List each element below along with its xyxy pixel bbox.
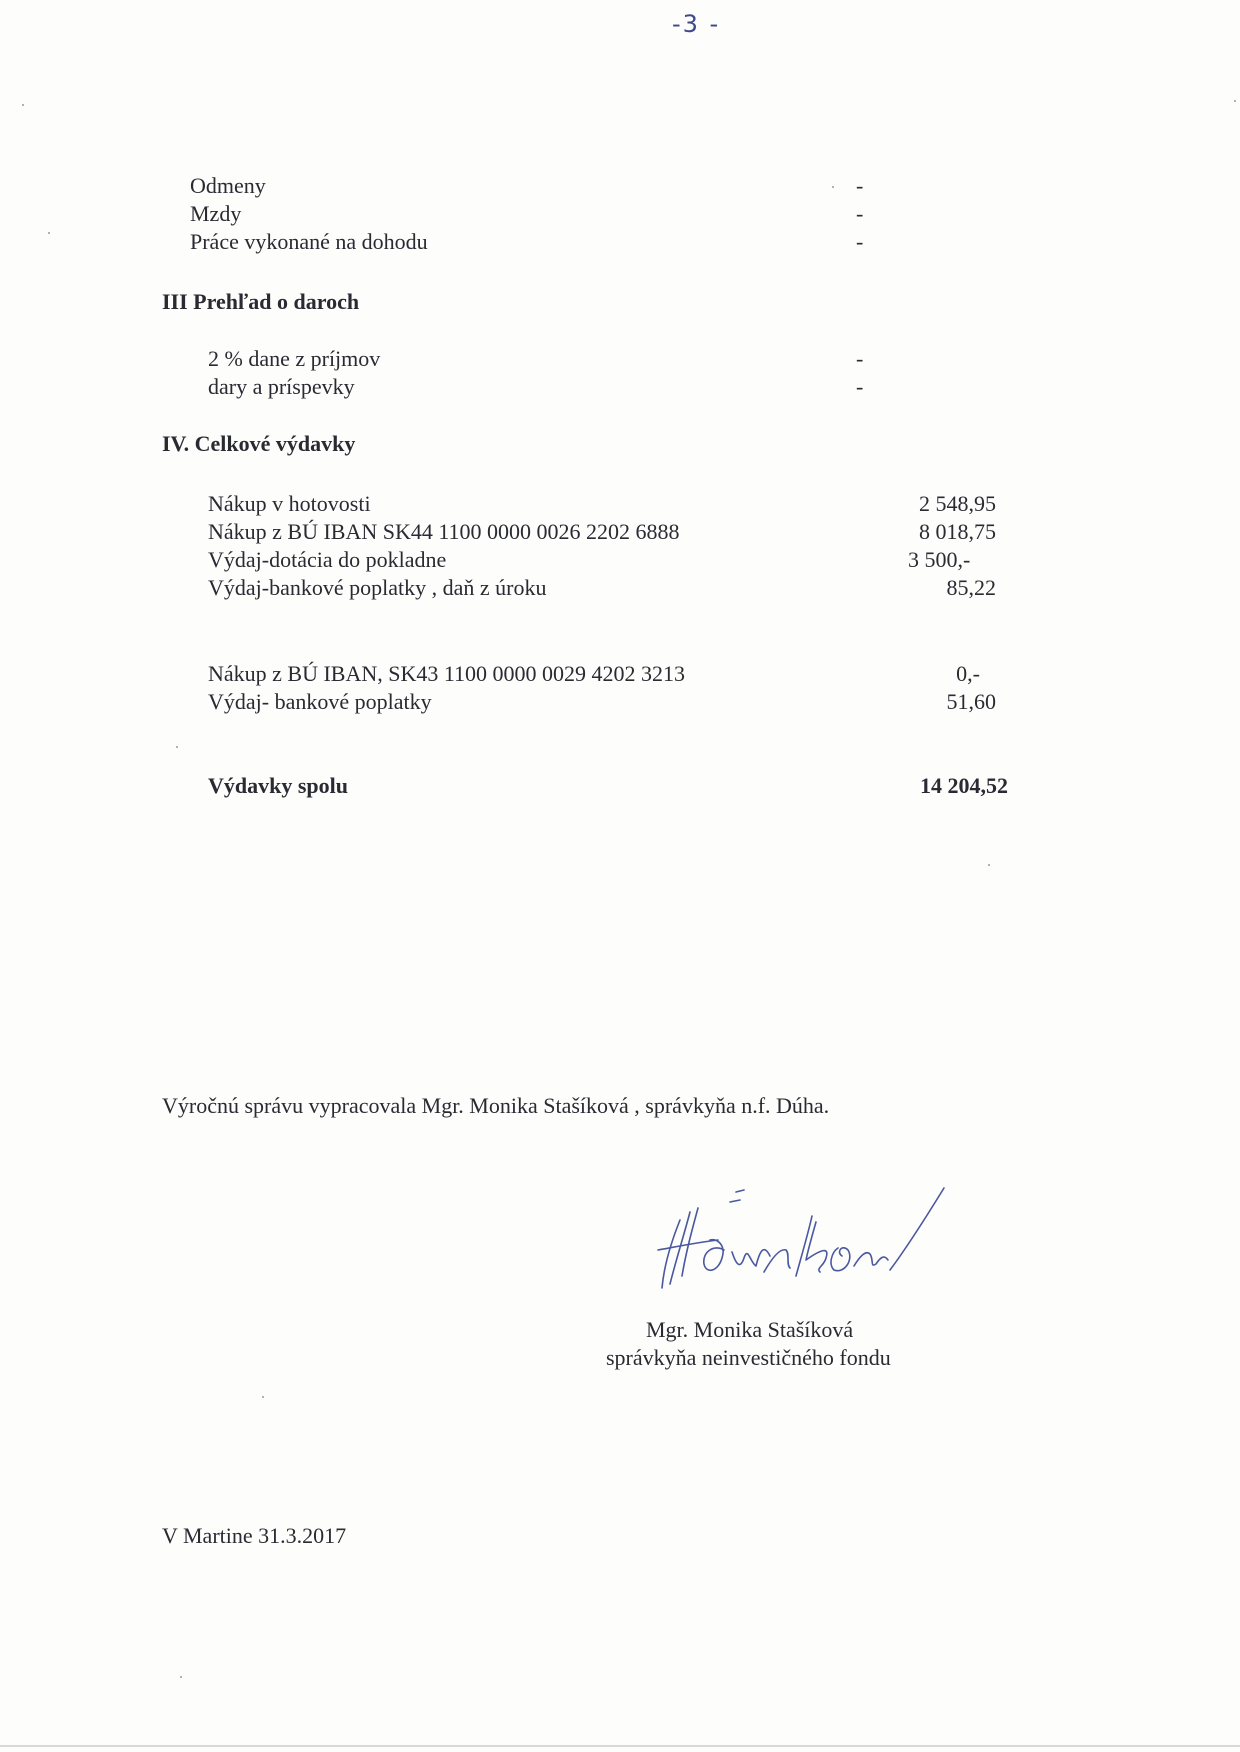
total-value: 14 204,52 xyxy=(920,773,1008,798)
expense-value-subsidy: 3 500,- xyxy=(908,547,971,572)
expense-label-bank-1: Nákup z BÚ IBAN SK44 1100 0000 0026 2202 6888 xyxy=(208,519,680,544)
scan-speck xyxy=(832,186,834,188)
scan-speck xyxy=(180,1676,182,1678)
gift-value-tax: - xyxy=(856,346,864,371)
scan-speck xyxy=(988,864,990,866)
expense-value-fees-2: 51,60 xyxy=(946,689,996,714)
salary-value-odmeny: - xyxy=(856,173,864,198)
signatory-role: správkyňa neinvestičného fondu xyxy=(606,1345,891,1370)
gift-label-donations: dary a príspevky xyxy=(208,374,355,399)
scan-speck xyxy=(22,104,24,106)
expense-value-fees: 85,22 xyxy=(946,575,996,600)
expense-label-cash: Nákup v hotovosti xyxy=(208,491,371,516)
signatory-name: Mgr. Monika Stašíková xyxy=(646,1317,854,1342)
place-date: V Martine 31.3.2017 xyxy=(162,1523,347,1548)
expense-label-subsidy: Výdaj-dotácia do pokladne xyxy=(208,547,447,572)
salary-label-mzdy: Mzdy xyxy=(190,201,242,226)
expense-label-fees-2: Výdaj- bankové poplatky xyxy=(208,689,432,714)
salary-value-dohoda: - xyxy=(856,229,864,254)
expense-value-cash: 2 548,95 xyxy=(919,491,996,516)
scan-bottom-edge xyxy=(0,1745,1240,1747)
scan-speck xyxy=(262,1396,264,1398)
prepared-by: Výročnú správu vypracovala Mgr. Monika Stašíková , správkyňa n.f. Dúha. xyxy=(162,1093,830,1118)
page-number: -3 - xyxy=(672,10,721,38)
expense-value-bank-1: 8 018,75 xyxy=(919,519,996,544)
expense-label-fees: Výdaj-bankové poplatky , daň z úroku xyxy=(208,575,547,600)
gift-label-tax: 2 % dane z príjmov xyxy=(208,346,381,371)
expense-value-bank-2: 0,- xyxy=(956,661,980,686)
salary-label-odmeny: Odmeny xyxy=(190,173,266,198)
handwritten-signature xyxy=(640,1180,960,1300)
salary-value-mzdy: - xyxy=(856,201,864,226)
scan-speck xyxy=(176,746,178,748)
salary-label-dohoda: Práce vykonané na dohodu xyxy=(190,229,428,254)
scan-speck xyxy=(1234,100,1236,102)
total-label: Výdavky spolu xyxy=(208,773,349,798)
scan-speck xyxy=(48,232,50,234)
section-3-heading: III Prehľad o daroch xyxy=(162,289,360,314)
section-4-heading: IV. Celkové výdavky xyxy=(162,431,356,456)
expense-label-bank-2: Nákup z BÚ IBAN, SK43 1100 0000 0029 4202 3213 xyxy=(208,661,686,686)
gift-value-donations: - xyxy=(856,374,864,399)
